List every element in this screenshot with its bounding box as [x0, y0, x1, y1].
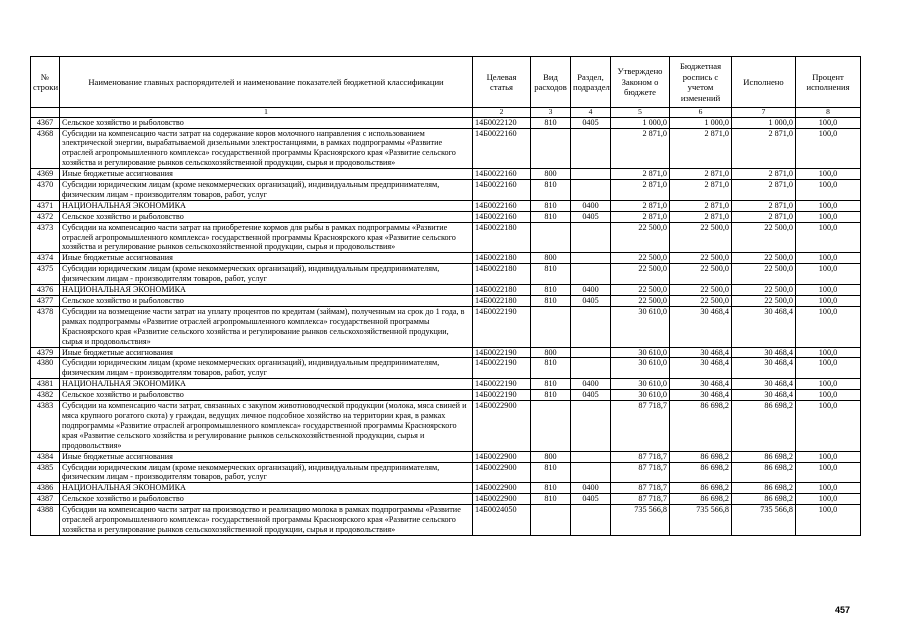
row-number: 4369	[31, 169, 60, 180]
row-budget-list: 30 468,4	[670, 306, 732, 347]
table-row	[31, 494, 861, 505]
table-row	[31, 200, 861, 211]
row-target-code: 14Б0022900	[473, 494, 531, 505]
header-budget-list: Бюджетная роспись с учетом изменений	[670, 57, 732, 108]
row-percent: 100,0	[796, 253, 861, 264]
row-percent: 100,0	[796, 222, 861, 253]
row-expense-type: 810	[531, 379, 571, 390]
row-section	[571, 169, 611, 180]
row-number: 4368	[31, 128, 60, 169]
row-percent: 100,0	[796, 211, 861, 222]
row-name: Субсидии юридическим лицам (кроме некоммерческих организаций), индивидуальным предпринимателям, физическим лицам - производителям товаров, работ, услуг	[60, 462, 473, 483]
row-budget-list: 30 468,4	[670, 379, 732, 390]
row-target-code: 14Б0022900	[473, 401, 531, 452]
table-row	[31, 285, 861, 296]
column-number: 1	[60, 108, 473, 118]
row-approved: 30 610,0	[611, 390, 670, 401]
table-row	[31, 306, 861, 347]
row-target-code: 14Б0022180	[473, 222, 531, 253]
row-executed: 30 468,4	[732, 379, 796, 390]
row-section: 0405	[571, 296, 611, 307]
column-number: 6	[670, 108, 732, 118]
row-budget-list: 1 000,0	[670, 117, 732, 128]
row-number: 4367	[31, 117, 60, 128]
row-executed: 2 871,0	[732, 211, 796, 222]
row-section	[571, 264, 611, 285]
row-target-code: 14Б0022900	[473, 483, 531, 494]
header-razdel: Раздел, подраздел	[571, 57, 611, 108]
row-target-code: 14Б0022190	[473, 379, 531, 390]
table-row	[31, 211, 861, 222]
row-budget-list: 2 871,0	[670, 169, 732, 180]
header-percent: Процент исполнения	[796, 57, 861, 108]
row-section: 0400	[571, 200, 611, 211]
row-executed: 2 871,0	[732, 180, 796, 201]
header-row	[31, 57, 861, 108]
row-target-code: 14Б0022180	[473, 253, 531, 264]
row-section	[571, 505, 611, 536]
row-budget-list: 22 500,0	[670, 296, 732, 307]
row-target-code: 14Б0022160	[473, 180, 531, 201]
row-percent: 100,0	[796, 200, 861, 211]
row-approved: 735 566,8	[611, 505, 670, 536]
row-percent: 100,0	[796, 296, 861, 307]
row-section	[571, 306, 611, 347]
table-row	[31, 169, 861, 180]
row-approved: 2 871,0	[611, 211, 670, 222]
row-percent: 100,0	[796, 390, 861, 401]
row-number: 4386	[31, 483, 60, 494]
row-name: Субсидии юридическим лицам (кроме некоммерческих организаций), индивидуальным предпринимателям, физическим лицам - производителям товаров, работ, услуг	[60, 264, 473, 285]
row-name: Сельское хозяйство и рыболовство	[60, 296, 473, 307]
row-percent: 100,0	[796, 401, 861, 452]
row-name: НАЦИОНАЛЬНАЯ ЭКОНОМИКА	[60, 379, 473, 390]
row-target-code: 14Б0022180	[473, 285, 531, 296]
row-budget-list: 86 698,2	[670, 494, 732, 505]
row-executed: 2 871,0	[732, 169, 796, 180]
row-executed: 86 698,2	[732, 451, 796, 462]
table-row	[31, 505, 861, 536]
row-section: 0405	[571, 117, 611, 128]
row-budget-list: 2 871,0	[670, 128, 732, 169]
column-number: 2	[473, 108, 531, 118]
row-expense-type: 810	[531, 180, 571, 201]
row-executed: 86 698,2	[732, 494, 796, 505]
row-expense-type	[531, 505, 571, 536]
row-budget-list: 22 500,0	[670, 222, 732, 253]
row-approved: 30 610,0	[611, 347, 670, 358]
row-number: 4379	[31, 347, 60, 358]
column-number: 4	[571, 108, 611, 118]
row-number: 4372	[31, 211, 60, 222]
row-name: Субсидии юридическим лицам (кроме некоммерческих организаций), индивидуальным предпринимателям, физическим лицам - производителям товаров, работ, услуг	[60, 358, 473, 379]
row-budget-list: 30 468,4	[670, 358, 732, 379]
column-number-row	[31, 108, 861, 118]
row-name: Сельское хозяйство и рыболовство	[60, 117, 473, 128]
row-executed: 86 698,2	[732, 483, 796, 494]
row-number: 4378	[31, 306, 60, 347]
row-target-code: 14Б0022180	[473, 264, 531, 285]
row-budget-list: 2 871,0	[670, 211, 732, 222]
header-approved: Утверждено Законом о бюджете	[611, 57, 670, 108]
row-approved: 30 610,0	[611, 379, 670, 390]
row-name: Иные бюджетные ассигнования	[60, 169, 473, 180]
column-number	[31, 108, 60, 118]
row-target-code: 14Б0022160	[473, 128, 531, 169]
header-vid: Вид расходов	[531, 57, 571, 108]
row-section: 0405	[571, 494, 611, 505]
row-executed: 22 500,0	[732, 222, 796, 253]
row-number: 4388	[31, 505, 60, 536]
row-executed: 1 000,0	[732, 117, 796, 128]
row-expense-type: 810	[531, 264, 571, 285]
row-percent: 100,0	[796, 128, 861, 169]
row-target-code: 14Б0022190	[473, 306, 531, 347]
row-section	[571, 451, 611, 462]
row-expense-type: 800	[531, 253, 571, 264]
row-number: 4387	[31, 494, 60, 505]
row-percent: 100,0	[796, 379, 861, 390]
row-name: Иные бюджетные ассигнования	[60, 253, 473, 264]
row-executed: 22 500,0	[732, 253, 796, 264]
row-section: 0400	[571, 285, 611, 296]
table-row	[31, 451, 861, 462]
row-number: 4385	[31, 462, 60, 483]
row-target-code: 14Б0022900	[473, 462, 531, 483]
row-approved: 87 718,7	[611, 494, 670, 505]
row-target-code: 14Б0022160	[473, 169, 531, 180]
row-budget-list: 22 500,0	[670, 264, 732, 285]
row-percent: 100,0	[796, 494, 861, 505]
row-approved: 2 871,0	[611, 128, 670, 169]
row-target-code: 14Б0022160	[473, 211, 531, 222]
row-number: 4375	[31, 264, 60, 285]
row-percent: 100,0	[796, 483, 861, 494]
row-number: 4377	[31, 296, 60, 307]
row-budget-list: 30 468,4	[670, 390, 732, 401]
row-executed: 30 468,4	[732, 306, 796, 347]
row-expense-type: 810	[531, 296, 571, 307]
row-number: 4381	[31, 379, 60, 390]
row-name: Субсидии на возмещение части затрат на уплату процентов по кредитам (займам), полученным на срок до 1 года, в рамках подпрограммы «Развитие отраслей агропромышленного комплекса» государственной программы Красноярского края «Развитие сельского хозяйства и регулирование рынков сельскохозяйственной продукции, сырья и продовольствия»	[60, 306, 473, 347]
table-row	[31, 253, 861, 264]
row-number: 4374	[31, 253, 60, 264]
table-row	[31, 117, 861, 128]
row-section	[571, 222, 611, 253]
row-expense-type: 810	[531, 211, 571, 222]
row-executed: 30 468,4	[732, 390, 796, 401]
row-name: НАЦИОНАЛЬНАЯ ЭКОНОМИКА	[60, 483, 473, 494]
row-budget-list: 86 698,2	[670, 483, 732, 494]
row-number: 4370	[31, 180, 60, 201]
row-number: 4376	[31, 285, 60, 296]
row-expense-type: 800	[531, 347, 571, 358]
row-expense-type: 810	[531, 494, 571, 505]
row-percent: 100,0	[796, 117, 861, 128]
table-row	[31, 128, 861, 169]
row-section	[571, 358, 611, 379]
row-budget-list: 86 698,2	[670, 462, 732, 483]
row-name: Субсидии на компенсацию части затрат, связанных с закупом животноводческой продукции (молока, мяса свиней и мяса крупного рогатого скота) у граждан, ведущих личное подсобное хозяйство на территории края, в рамках подпрограммы «Развитие отраслей агропромышленного комплекса» государственной программы Красноярского края «Развитие сельского хозяйства и регулирование рынков сельскохозяйственной продукции, сырья и продовольствия»	[60, 401, 473, 452]
row-section	[571, 128, 611, 169]
row-approved: 87 718,7	[611, 401, 670, 452]
row-executed: 22 500,0	[732, 285, 796, 296]
row-expense-type: 800	[531, 451, 571, 462]
row-name: Сельское хозяйство и рыболовство	[60, 211, 473, 222]
row-expense-type: 810	[531, 483, 571, 494]
row-section	[571, 347, 611, 358]
row-percent: 100,0	[796, 462, 861, 483]
row-budget-list: 22 500,0	[670, 253, 732, 264]
row-expense-type	[531, 128, 571, 169]
row-budget-list: 30 468,4	[670, 347, 732, 358]
row-executed: 2 871,0	[732, 200, 796, 211]
row-name: НАЦИОНАЛЬНАЯ ЭКОНОМИКА	[60, 285, 473, 296]
row-executed: 30 468,4	[732, 347, 796, 358]
table-body	[31, 117, 861, 535]
row-budget-list: 22 500,0	[670, 285, 732, 296]
row-expense-type: 810	[531, 462, 571, 483]
row-budget-list: 735 566,8	[670, 505, 732, 536]
header-num: № строки	[31, 57, 60, 108]
column-number: 8	[796, 108, 861, 118]
table-row	[31, 379, 861, 390]
row-expense-type	[531, 222, 571, 253]
row-percent: 100,0	[796, 180, 861, 201]
row-expense-type: 810	[531, 117, 571, 128]
row-percent: 100,0	[796, 169, 861, 180]
row-approved: 22 500,0	[611, 264, 670, 285]
column-number: 7	[732, 108, 796, 118]
table-row	[31, 401, 861, 452]
row-approved: 2 871,0	[611, 180, 670, 201]
table-row	[31, 390, 861, 401]
row-executed: 22 500,0	[732, 296, 796, 307]
row-expense-type: 810	[531, 200, 571, 211]
header-target: Целевая статья	[473, 57, 531, 108]
row-section: 0400	[571, 483, 611, 494]
row-name: Субсидии на компенсацию части затрат на содержание коров молочного направления с использованием электрической энергии, вырабатываемой дизельными электростанциями, в рамках подпрограммы «Развитие отраслей агропромышленного комплекса» государственной программы Красноярского края «Развитие сельского хозяйства и регулирование рынков сельскохозяйственной продукции, сырья и продовольствия»	[60, 128, 473, 169]
row-executed: 735 566,8	[732, 505, 796, 536]
row-percent: 100,0	[796, 358, 861, 379]
row-percent: 100,0	[796, 264, 861, 285]
table-row	[31, 222, 861, 253]
row-budget-list: 2 871,0	[670, 180, 732, 201]
row-expense-type: 810	[531, 390, 571, 401]
row-percent: 100,0	[796, 451, 861, 462]
row-approved: 22 500,0	[611, 296, 670, 307]
row-expense-type: 800	[531, 169, 571, 180]
row-approved: 30 610,0	[611, 358, 670, 379]
row-target-code: 14Б0022120	[473, 117, 531, 128]
row-approved: 30 610,0	[611, 306, 670, 347]
row-number: 4371	[31, 200, 60, 211]
row-executed: 2 871,0	[732, 128, 796, 169]
row-section	[571, 462, 611, 483]
row-approved: 22 500,0	[611, 253, 670, 264]
row-target-code: 14Б0022900	[473, 451, 531, 462]
budget-table	[30, 56, 861, 536]
row-percent: 100,0	[796, 347, 861, 358]
column-number: 3	[531, 108, 571, 118]
row-percent: 100,0	[796, 306, 861, 347]
table-row	[31, 296, 861, 307]
row-target-code: 14Б0022160	[473, 200, 531, 211]
row-section	[571, 401, 611, 452]
row-approved: 87 718,7	[611, 462, 670, 483]
row-name: Субсидии на компенсацию части затрат на производство и реализацию молока в рамках подпрограммы «Развитие отраслей агропромышленного комплекса» государственной программы Красноярского края «Развитие сельского хозяйства и регулирование рынков сельскохозяйственной продукции, сырья и продовольствия»	[60, 505, 473, 536]
row-executed: 86 698,2	[732, 462, 796, 483]
row-approved: 22 500,0	[611, 222, 670, 253]
row-expense-type	[531, 306, 571, 347]
header-name: Наименование главных распорядителей и наименование показателей бюджетной классификации	[60, 57, 473, 108]
row-number: 4382	[31, 390, 60, 401]
row-name: Субсидии на компенсацию части затрат на приобретение кормов для рыбы в рамках подпрограммы «Развитие отраслей агропромышленного комплекса» государственной программы Красноярского края «Развитие сельского хозяйства и регулирование рынков сельскохозяйственной продукции, сырья и продовольствия»	[60, 222, 473, 253]
table-row	[31, 347, 861, 358]
row-name: Сельское хозяйство и рыболовство	[60, 390, 473, 401]
row-executed: 22 500,0	[732, 264, 796, 285]
row-section: 0400	[571, 379, 611, 390]
row-target-code: 14Б0022190	[473, 390, 531, 401]
header-executed: Исполнено	[732, 57, 796, 108]
row-section: 0405	[571, 211, 611, 222]
table-row	[31, 180, 861, 201]
row-section: 0405	[571, 390, 611, 401]
row-executed: 30 468,4	[732, 358, 796, 379]
table-row	[31, 358, 861, 379]
page-number: 457	[835, 605, 851, 615]
row-budget-list: 2 871,0	[670, 200, 732, 211]
row-target-code: 14Б0022190	[473, 358, 531, 379]
row-number: 4373	[31, 222, 60, 253]
row-expense-type	[531, 401, 571, 452]
table-row	[31, 264, 861, 285]
row-name: Иные бюджетные ассигнования	[60, 347, 473, 358]
row-name: НАЦИОНАЛЬНАЯ ЭКОНОМИКА	[60, 200, 473, 211]
row-budget-list: 86 698,2	[670, 401, 732, 452]
row-number: 4380	[31, 358, 60, 379]
row-percent: 100,0	[796, 505, 861, 536]
row-section	[571, 180, 611, 201]
row-expense-type: 810	[531, 358, 571, 379]
row-target-code: 14Б0024050	[473, 505, 531, 536]
table-row	[31, 462, 861, 483]
row-executed: 86 698,2	[732, 401, 796, 452]
row-section	[571, 253, 611, 264]
row-approved: 2 871,0	[611, 169, 670, 180]
row-number: 4384	[31, 451, 60, 462]
row-name: Субсидии юридическим лицам (кроме некоммерческих организаций), индивидуальным предпринимателям, физическим лицам - производителям товаров, работ, услуг	[60, 180, 473, 201]
row-name: Сельское хозяйство и рыболовство	[60, 494, 473, 505]
row-approved: 87 718,7	[611, 451, 670, 462]
row-expense-type: 810	[531, 285, 571, 296]
row-approved: 22 500,0	[611, 285, 670, 296]
row-percent: 100,0	[796, 285, 861, 296]
column-number: 5	[611, 108, 670, 118]
table-row	[31, 483, 861, 494]
row-target-code: 14Б0022180	[473, 296, 531, 307]
row-approved: 2 871,0	[611, 200, 670, 211]
row-target-code: 14Б0022190	[473, 347, 531, 358]
row-approved: 87 718,7	[611, 483, 670, 494]
row-number: 4383	[31, 401, 60, 452]
row-budget-list: 86 698,2	[670, 451, 732, 462]
row-approved: 1 000,0	[611, 117, 670, 128]
row-name: Иные бюджетные ассигнования	[60, 451, 473, 462]
